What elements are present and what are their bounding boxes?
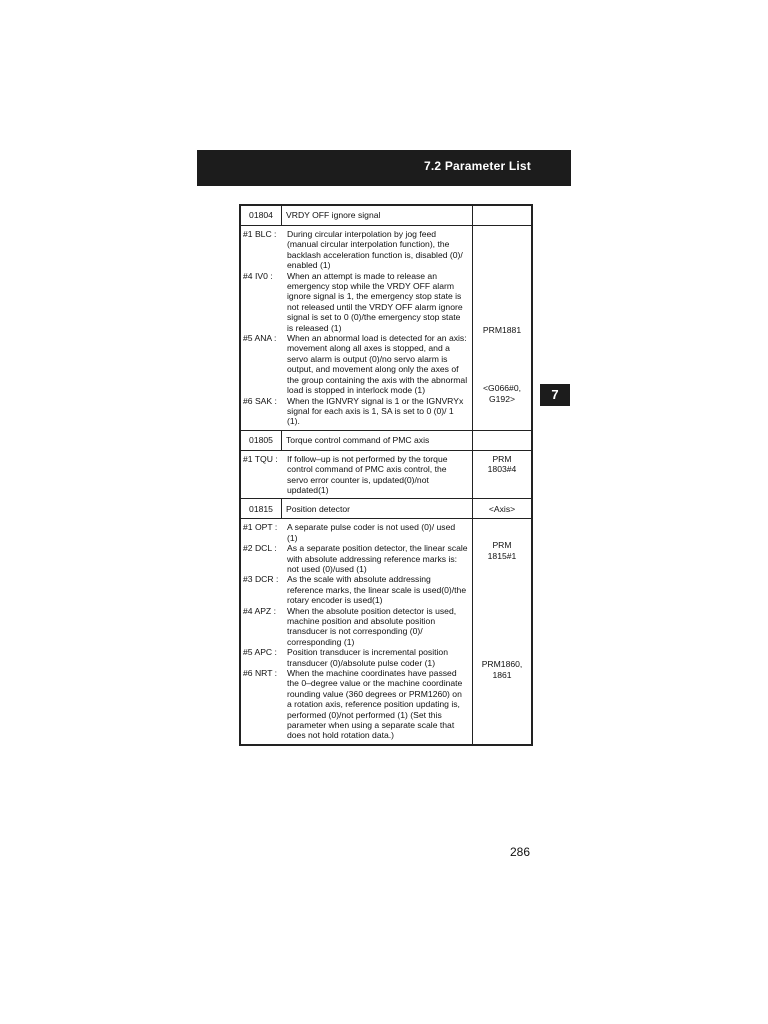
reference-text: <G066#0, <box>483 383 521 394</box>
page-number: 286 <box>510 845 531 859</box>
reference-text: 1815#1 <box>487 550 517 561</box>
bit-text: If follow–up is not performed by the torque control command of PMC axis control, the servo error counter is, updated(0)/not updated(1) <box>287 453 448 495</box>
reference-text: PRM <box>492 540 512 551</box>
bit-row <box>243 522 470 543</box>
bit-text: When an attempt is made to release an emergency stop while the VRDY OFF alarm ignore signal is 1, the emergency stop state is not released until the VRDY OFF alarm ignore signal is set to 0 (0)/the emergency stop state is released (1) <box>287 270 463 333</box>
bit-row <box>243 454 470 496</box>
bit-label: #6 NRT : <box>243 668 278 679</box>
parameter-header-row <box>240 430 532 450</box>
bit-label: #1 BLC : <box>243 229 277 239</box>
parameter-number: 01804 <box>240 205 282 226</box>
reference-cell <box>473 519 533 745</box>
bit-text: As a separate position detector, the linear scale with absolute addressing reference marks is: not used (0)/used (1) <box>287 543 468 574</box>
parameter-header-row <box>240 205 532 226</box>
chapter-tab: 7 <box>540 384 570 406</box>
bit-label: #4 APZ : <box>243 605 276 616</box>
reference-text: 1803#4 <box>487 464 517 475</box>
bit-text: When the absolute position detector is used, machine position and absolute position transducer is not corresponding (0)/ corresponding (1) <box>287 605 457 647</box>
parameter-table <box>239 204 533 746</box>
bit-label: #5 APC : <box>243 647 277 658</box>
page-header-title: 7.2 Parameter List <box>424 159 531 173</box>
parameter-header-ref: <Axis> <box>473 499 533 519</box>
bit-row <box>243 543 470 574</box>
parameter-body-row <box>240 226 532 431</box>
bit-row <box>243 668 470 741</box>
bit-row <box>243 229 470 271</box>
reference-text: PRM1860, <box>481 659 523 670</box>
bit-text: A separate pulse coder is not used (0)/ used (1) <box>287 522 456 543</box>
bit-descriptions <box>240 226 473 431</box>
parameter-header-ref <box>473 205 533 226</box>
parameter-title: Position detector <box>282 499 473 519</box>
parameter-title: VRDY OFF ignore signal <box>282 205 473 226</box>
bit-row <box>243 574 470 605</box>
bit-row <box>243 333 470 395</box>
reference-text: PRM1881 <box>482 325 522 335</box>
bit-label: #1 TQU : <box>243 453 278 464</box>
bit-text: As the scale with absolute addressing reference marks, the linear scale is used(0)/the rotary encoder is used(1) <box>287 574 467 606</box>
bit-label: #4 IV0 : <box>243 270 273 281</box>
bit-row <box>243 271 470 333</box>
reference-text: 1861 <box>492 669 512 680</box>
bit-label: #3 DCR : <box>243 574 279 585</box>
reference-text: PRM <box>492 453 512 464</box>
header-bar <box>197 150 571 186</box>
parameter-header-row <box>240 499 532 519</box>
bit-label: #2 DCL : <box>243 543 277 554</box>
parameter-number: 01815 <box>240 499 282 519</box>
bit-descriptions <box>240 450 473 499</box>
bit-descriptions <box>240 519 473 745</box>
reference-cell <box>473 226 533 431</box>
bit-row <box>243 606 470 648</box>
bit-text: When the IGNVRY signal is 1 or the IGNVRYx signal for each axis is 1, SA is set to 0 (0)/ 1 (1). <box>287 395 464 427</box>
bit-label: #1 OPT : <box>243 522 278 533</box>
parameter-title: Torque control command of PMC axis <box>282 430 473 450</box>
parameter-number: 01805 <box>240 430 282 450</box>
bit-text: When an abnormal load is detected for an axis: movement along all axes is stopped, and a servo alarm is output (0)/no servo alarm is output, and movement along only the axes of the group containing the axis with the abnormal load is stopped in interlock mode (1) <box>287 333 468 396</box>
parameter-body-row <box>240 450 532 499</box>
bit-row <box>243 647 470 668</box>
parameter-header-ref <box>473 430 533 450</box>
reference-cell <box>473 450 533 499</box>
bit-text: During circular interpolation by jog feed (manual circular interpolation function), the backlash acceleration function is, disabled (0)/ enabled (1) <box>287 229 463 271</box>
parameter-body-row <box>240 519 532 745</box>
reference-text: G192> <box>488 393 516 404</box>
bit-text: Position transducer is incremental position transducer (0)/absolute pulse coder (1) <box>287 647 448 668</box>
bit-row <box>243 396 470 427</box>
bit-text: When the machine coordinates have passed the 0–degree value or the machine coordinate rounding value (360 degrees or PRM1260) on a rotation axis, reference position updating is, performed (0)/not performed (1) (Set this parameter when using a separate scale that does not hold rotation data.) <box>287 668 463 741</box>
bit-label: #5 ANA : <box>243 333 277 344</box>
bit-label: #6 SAK : <box>243 395 277 406</box>
